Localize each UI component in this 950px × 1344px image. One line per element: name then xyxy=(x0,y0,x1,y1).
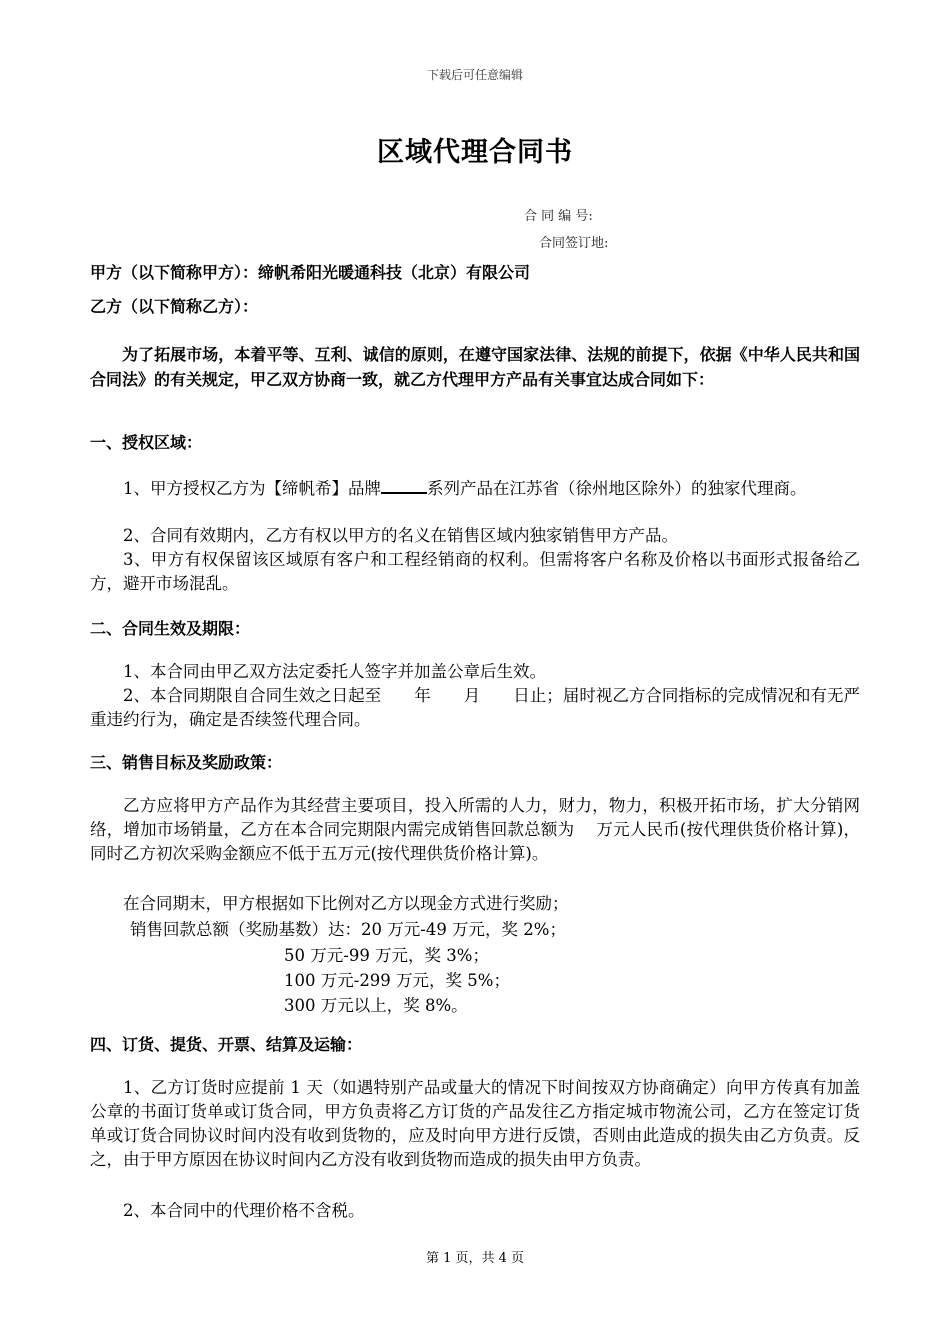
contract-place-label: 合同签订地: xyxy=(539,236,609,251)
section-1-item-2: 2、合同有效期内，乙方有权以甲方的名义在销售区域内独家销售甲方产品。 xyxy=(123,526,678,545)
section-4-item-1: 1、乙方订货时应提前 1 天（如遇特别产品或量大的情况下时间按双方协商确定）向甲方传真有加盖公章的书面订货单或订货合同，甲方负责将乙方订货的产品发往乙方指定城市物流公司，乙方在签定订货单或订货合同协议时间内没有收到货物的，应及时向甲方进行反馈，否则由此造成的损失由乙方负责。反之，由于甲方原因在协议时间内乙方没有收到货物而造成的损失由甲方负责。 xyxy=(90,1078,860,1169)
section-1-item-3: 3、甲方有权保留该区域原有客户和工程经销商的权利。但需将客户名称及价格以书面形式报备给乙方，避开市场混乱。 xyxy=(90,550,860,593)
section-4-heading: 四、订货、提货、开票、结算及运输： xyxy=(90,1035,363,1054)
section-3-paragraph-2: 在合同期末，甲方根据如下比例对乙方以现金方式进行奖励； xyxy=(123,894,569,913)
party-b-line: 乙方（以下简称乙方）： xyxy=(90,297,259,316)
section-2-heading: 二、合同生效及期限： xyxy=(90,619,251,638)
section-4-item-2: 2、本合同中的代理价格不含税。 xyxy=(123,1201,365,1220)
section-1-item-1-suffix: 系列产品在江苏省（徐州地区除外）的独家代理商。 xyxy=(427,479,807,498)
section-3-heading: 三、销售目标及奖励政策： xyxy=(90,753,283,772)
page-footer: 第 1 页，共 4 页 xyxy=(425,1251,525,1266)
section-2-item-2: 2、本合同期限自合同生效之日起至 年 月 日止；届时视乙方合同指标的完成情况和有无严重违约行为，确定是否续签代理合同。 xyxy=(90,686,860,729)
reward-tier: 100 万元-299 万元，奖 5%； xyxy=(284,971,510,990)
header-note: 下载后可任意编辑 xyxy=(426,68,523,82)
section-2-item-1: 1、本合同由甲乙双方法定委托人签字并加盖公章后生效。 xyxy=(123,662,546,681)
section-1-item-1 xyxy=(90,476,860,501)
reward-tier: 300 万元以上，奖 8%。 xyxy=(284,996,468,1015)
section-1-heading: 一、授权区域： xyxy=(90,433,203,452)
section-1-item-1-prefix: 1、甲方授权乙方为【缔帆希】品牌 xyxy=(123,479,381,498)
document-title: 区域代理合同书 xyxy=(377,137,573,168)
party-a-line: 甲方（以下简称甲方）：缔帆希阳光暖通科技（北京）有限公司 xyxy=(90,263,531,282)
reward-tier-label: 销售回款总额（奖励基数）达：20 万元-49 万元，奖 2%； xyxy=(130,920,566,939)
intro-paragraph: 为了拓展市场，本着平等、互利、诚信的原则，在遵守国家法律、法规的前提下，依据《中华人民共和国合同法》的有关规定，甲乙双方协商一致，就乙方代理甲方产品有关事宜达成合同如下： xyxy=(90,345,860,389)
reward-tier: 50 万元-99 万元，奖 3%； xyxy=(284,946,489,965)
brand-series-blank xyxy=(381,476,427,494)
section-3-paragraph-1: 乙方应将甲方产品作为其经营主要项目，投入所需的人力，财力，物力，积极开拓市场，扩大分销网络，增加市场销量，乙方在本合同完期限内需完成销售回款总额为 万元人民币(按代理供货价格计算)，同时乙方初次采购金额应不低于五万元(按代理供货价格计算)。 xyxy=(90,796,860,863)
contract-number-label: 合 同 编 号: xyxy=(524,209,593,224)
